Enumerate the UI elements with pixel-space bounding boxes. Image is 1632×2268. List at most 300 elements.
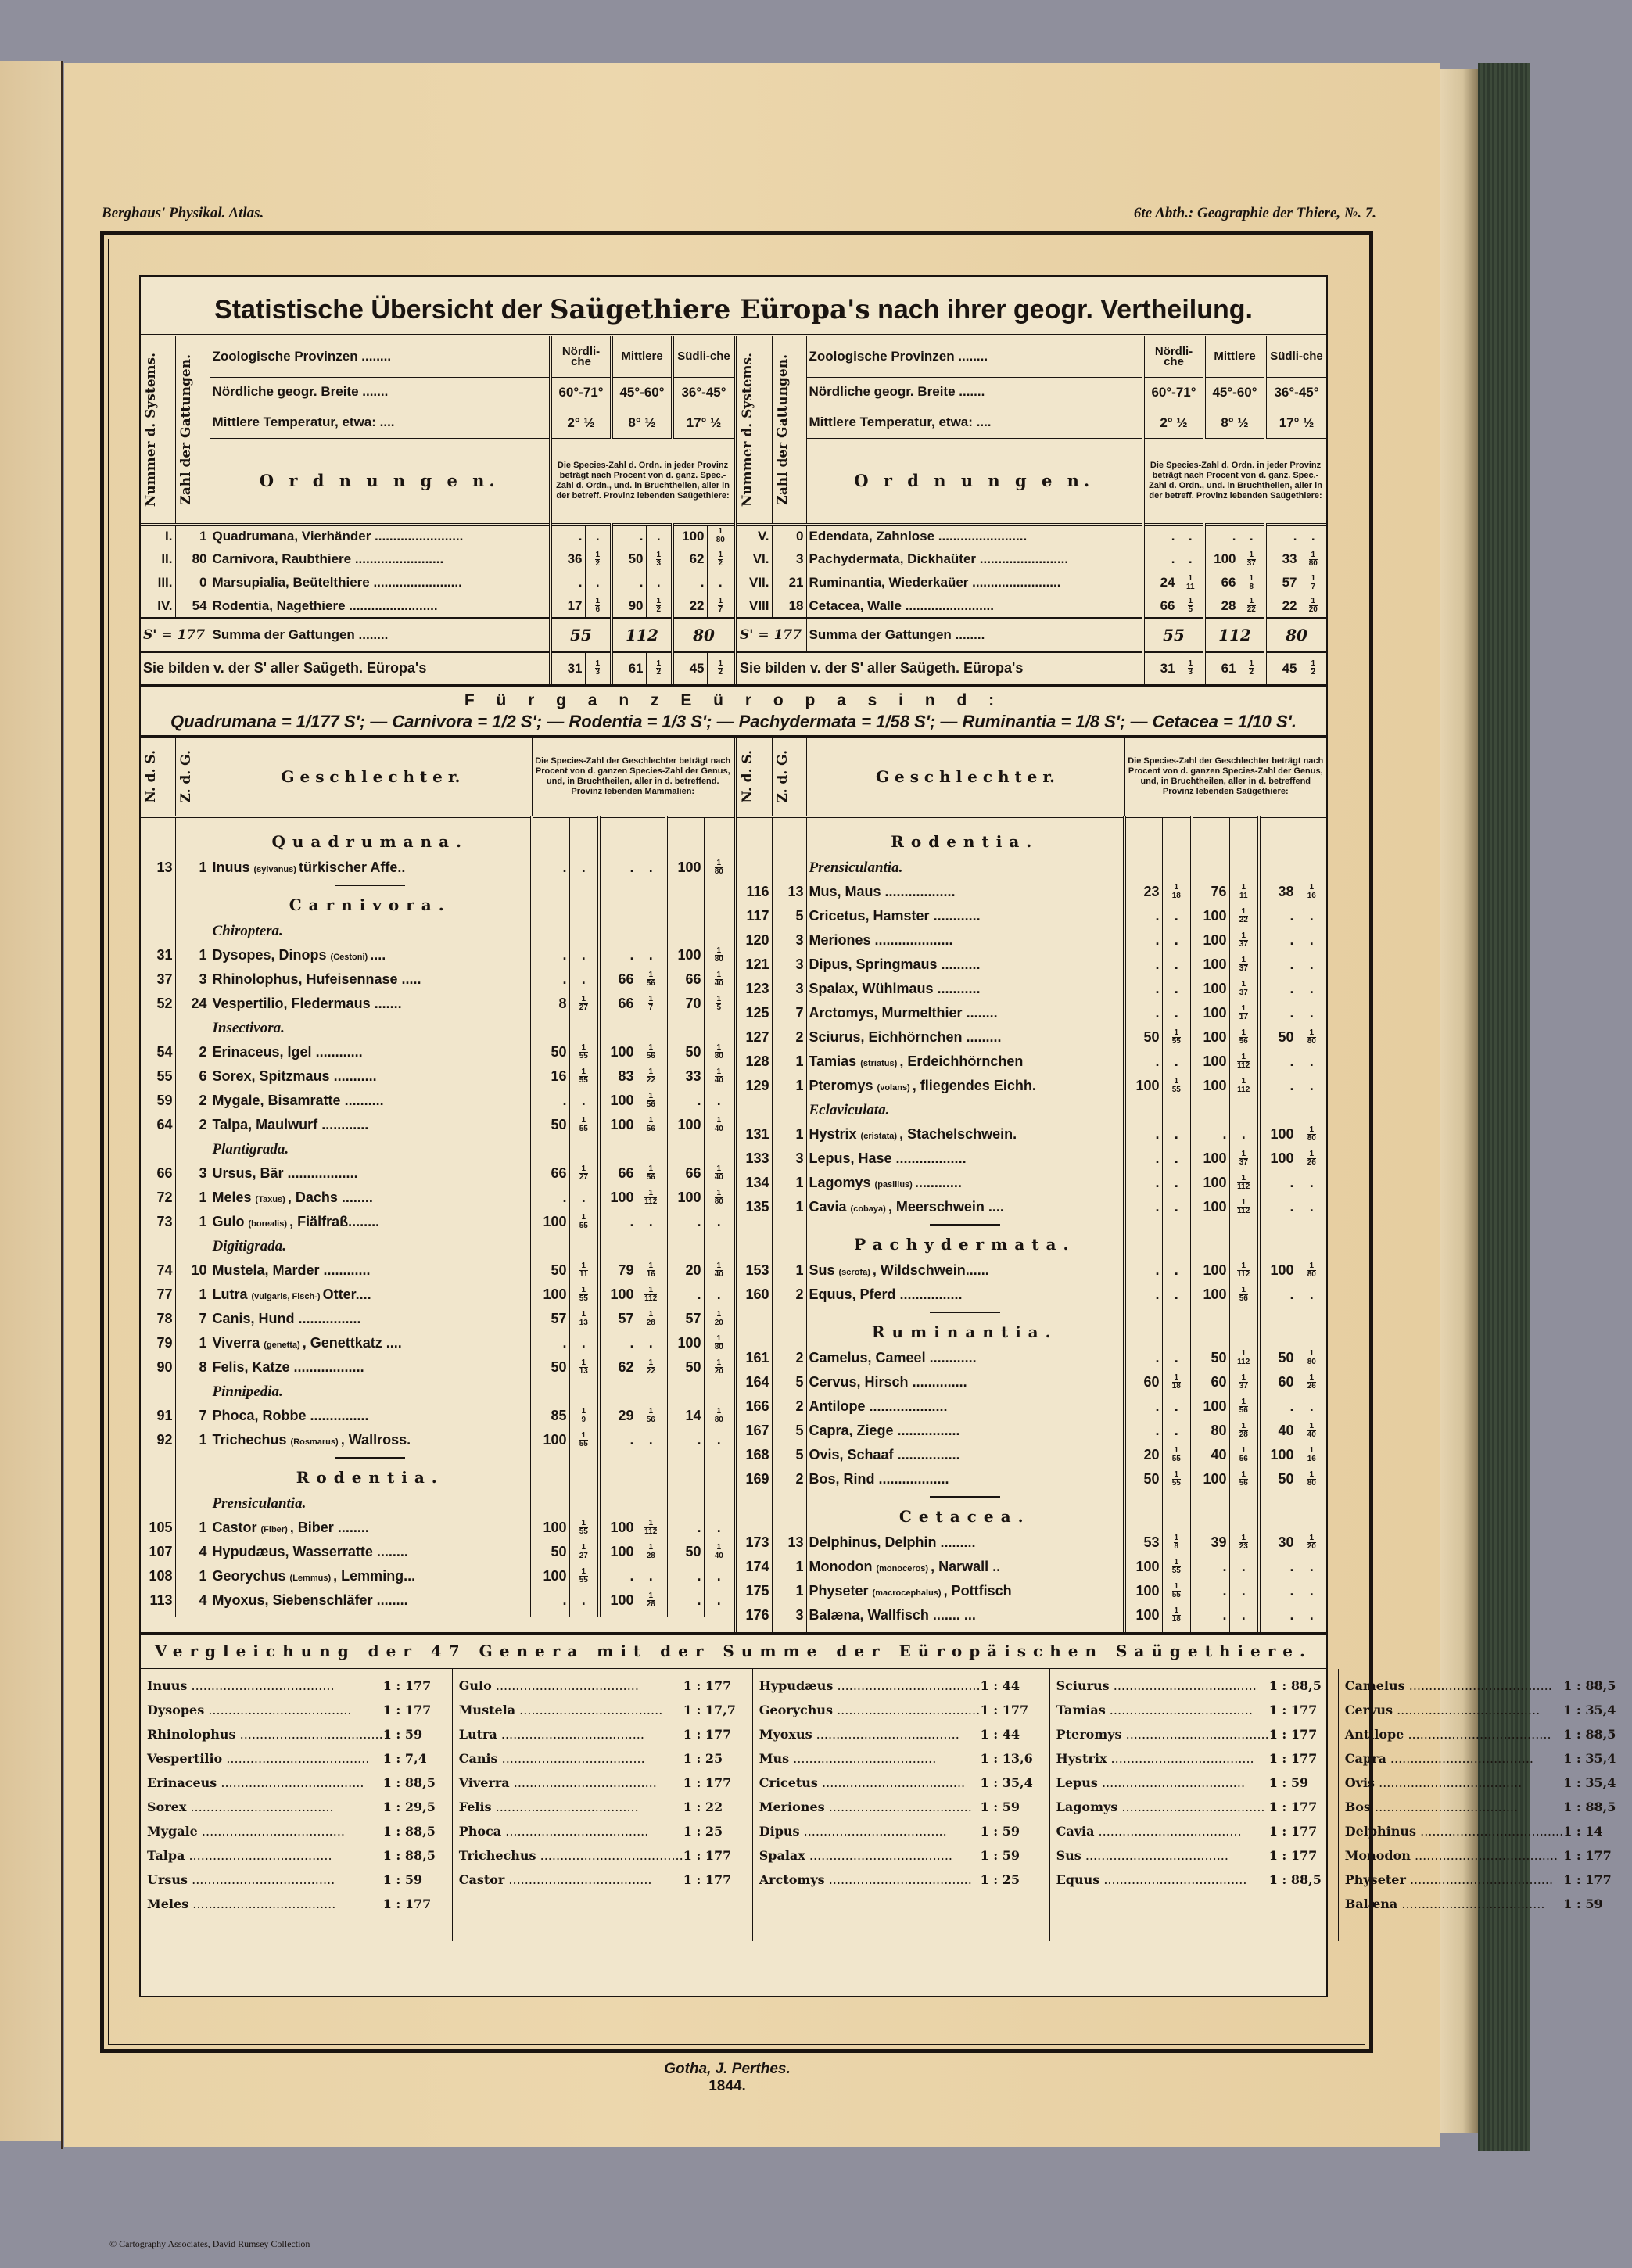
comparison-entry bbox=[147, 1674, 446, 1698]
order-name: Quadrumana, Vierhänder ........................ bbox=[210, 524, 551, 547]
common-name: ................ bbox=[897, 1447, 960, 1462]
comparison-genus: Georychus ..... bbox=[759, 1703, 981, 1717]
order-name: Edendata, Zahnlose ........................ bbox=[806, 524, 1143, 547]
genus-table bbox=[141, 738, 1326, 1632]
genus-name bbox=[210, 1331, 532, 1355]
genus-subtable bbox=[141, 738, 734, 1617]
comparison-ratio: 1 : 59 bbox=[980, 1848, 1020, 1863]
province-header: Nördli-che bbox=[1143, 336, 1204, 377]
genus-row bbox=[737, 1370, 1326, 1394]
empty bbox=[704, 827, 734, 856]
common-name: türkischer Affe.. bbox=[298, 859, 406, 875]
empty bbox=[1229, 856, 1259, 880]
header-row-label: Zoologische Provinzen ........ bbox=[806, 336, 1143, 377]
comparison-column bbox=[452, 1669, 752, 1941]
comparison-genus: Tamias ..... bbox=[1056, 1703, 1269, 1717]
genus-percent: . bbox=[532, 967, 569, 992]
genus-percent: 50 bbox=[1259, 1025, 1297, 1050]
sum-value: 55 bbox=[1143, 618, 1204, 652]
genus-fraction: . bbox=[1297, 953, 1326, 977]
order-percent: 33 bbox=[1265, 547, 1300, 571]
comparison-entry bbox=[459, 1674, 746, 1698]
fraction: $\frac{1}{26}$ bbox=[1307, 1373, 1316, 1391]
genus-note: Die Species-Zahl der Geschlechter beträgt nach Procent von d. ganzen Species-Zahl der Genus, und, in Bruchtheilen, aller in d. betreffend Provinz lebenden Saügethiere: bbox=[1124, 738, 1326, 816]
empty bbox=[1297, 1491, 1326, 1502]
genus-name bbox=[210, 1428, 532, 1452]
genus-percent: 100 bbox=[1192, 1025, 1229, 1050]
genus-fraction bbox=[1297, 1531, 1326, 1555]
genus-name bbox=[806, 1394, 1124, 1419]
order-fraction bbox=[707, 524, 734, 547]
comparison-ratio: 1 : 35,4 bbox=[1563, 1751, 1616, 1766]
empty bbox=[1162, 1098, 1192, 1122]
comparison-genus: Hystrix ..... bbox=[1056, 1751, 1269, 1766]
order-fraction bbox=[1300, 547, 1326, 571]
fraction: $\frac{1}{11}$ bbox=[1185, 573, 1195, 591]
sum-text: Summa der Gattungen ........ bbox=[806, 618, 1143, 652]
genus-percent: . bbox=[666, 1283, 704, 1307]
running-header-left: Berghaus' Physikal. Atlas. bbox=[102, 205, 264, 221]
genus-percent: 100 bbox=[666, 943, 704, 967]
fraction: $\frac{1}{80}$ bbox=[714, 1407, 723, 1425]
genus-latin: Equus, Pferd bbox=[809, 1287, 900, 1302]
genus-row bbox=[141, 1564, 734, 1588]
fraction: $\frac{1}{16}$ bbox=[646, 1261, 655, 1279]
fraction: $\frac{1}{28}$ bbox=[646, 1592, 655, 1609]
genus-latin: Pteromys bbox=[809, 1078, 877, 1093]
genus-row bbox=[141, 1064, 734, 1089]
comparison-ratio: 1 : 22 bbox=[683, 1800, 723, 1814]
genus-fraction bbox=[704, 992, 734, 1016]
genus-name bbox=[806, 977, 1124, 1001]
empty bbox=[141, 1234, 175, 1258]
empty bbox=[637, 1137, 666, 1161]
fraction: $\frac{1}{55}$ bbox=[579, 1213, 588, 1231]
genus-fraction bbox=[637, 1307, 666, 1331]
genus-species-count: 8 bbox=[175, 1355, 210, 1380]
genus-system-number: 120 bbox=[745, 932, 769, 948]
genus-percent: 40 bbox=[1192, 1443, 1229, 1467]
empty bbox=[772, 1502, 806, 1531]
fraction: $\frac{1}{55}$ bbox=[579, 1043, 588, 1061]
genus-fraction bbox=[1229, 1025, 1259, 1050]
spacer bbox=[1124, 1627, 1162, 1632]
genus-percent: 100 bbox=[1192, 1001, 1229, 1025]
order-number: IV. bbox=[157, 598, 173, 613]
order-percent: . bbox=[551, 571, 585, 594]
common-name: ............ bbox=[933, 908, 981, 924]
genus-fraction: . bbox=[704, 1283, 734, 1307]
comparison-genus: Physeter ..... bbox=[1345, 1872, 1564, 1887]
fraction: $\frac{1}{37}$ bbox=[1239, 956, 1248, 974]
order-percent: 22 bbox=[1265, 594, 1300, 618]
genus-percent: 62 bbox=[599, 1355, 637, 1380]
empty bbox=[175, 1137, 210, 1161]
genus-species-count: 2 bbox=[175, 1089, 210, 1113]
genus-species-count: 3 bbox=[175, 967, 210, 992]
genus-row bbox=[737, 1074, 1326, 1098]
genus-fraction: . bbox=[1229, 1579, 1259, 1603]
genus-system-number: 55 bbox=[156, 1068, 173, 1084]
share-fraction bbox=[1300, 652, 1326, 684]
fraction: $\frac{1}{20}$ bbox=[1307, 1534, 1316, 1552]
zdg-header: Z. d. G. bbox=[772, 738, 806, 816]
genus-fraction bbox=[1162, 880, 1192, 904]
comparison-ratio: 1 : 59 bbox=[1563, 1897, 1603, 1911]
genus-percent: . bbox=[1259, 1001, 1297, 1025]
comparison-ratio: 1 : 177 bbox=[1268, 1727, 1318, 1742]
genus-fraction bbox=[1162, 1370, 1192, 1394]
genus-species-count: 6 bbox=[175, 1064, 210, 1089]
genus-fraction: . bbox=[637, 1564, 666, 1588]
fraction: $\frac{1}{37}$ bbox=[1246, 550, 1256, 568]
common-name: .................. bbox=[884, 884, 956, 899]
genus-percent: 66 bbox=[599, 992, 637, 1016]
genus-percent: 53 bbox=[1124, 1531, 1162, 1555]
order-name: Pachydermata, Dickhaüter ........................ bbox=[806, 547, 1143, 571]
comparison-entry bbox=[759, 1819, 1043, 1843]
order-percent: 36 bbox=[551, 547, 585, 571]
genus-fraction: . bbox=[569, 967, 599, 992]
genus-fraction bbox=[1229, 1001, 1259, 1025]
comparison-ratio: 1 : 177 bbox=[382, 1678, 432, 1693]
genus-latin: Tamias bbox=[809, 1053, 861, 1069]
genus-row bbox=[737, 977, 1326, 1001]
genus-latin: Meriones bbox=[809, 932, 875, 948]
empty bbox=[666, 1016, 704, 1040]
empty bbox=[637, 1234, 666, 1258]
empty bbox=[666, 880, 704, 891]
empty bbox=[1192, 1502, 1229, 1531]
empty bbox=[637, 891, 666, 919]
genus-fraction bbox=[569, 1355, 599, 1380]
comparison-entry bbox=[147, 1698, 446, 1722]
genus-fraction bbox=[1297, 1122, 1326, 1147]
genus-percent: . bbox=[666, 1564, 704, 1588]
genus-fraction: . bbox=[1297, 1050, 1326, 1074]
comparison-ratio: 1 : 13,6 bbox=[980, 1751, 1033, 1766]
species-name: (Taxus) bbox=[255, 1195, 288, 1204]
empty bbox=[532, 827, 569, 856]
empty bbox=[637, 1380, 666, 1404]
genus-species-count: 10 bbox=[175, 1258, 210, 1283]
genus-row bbox=[141, 1283, 734, 1307]
comparison-ratio: 1 : 35,4 bbox=[980, 1775, 1033, 1790]
genus-fraction: . bbox=[1297, 928, 1326, 953]
genus-fraction bbox=[704, 1113, 734, 1137]
order-fraction: . bbox=[646, 524, 673, 547]
genus-fraction: . bbox=[569, 1588, 599, 1613]
comparison-ratio: 1 : 59 bbox=[1268, 1775, 1309, 1790]
common-name: ............... bbox=[310, 1408, 369, 1423]
genus-percent: . bbox=[1124, 1258, 1162, 1283]
comparison-entry bbox=[759, 1674, 1043, 1698]
province-header: 17° ½ bbox=[673, 407, 734, 438]
province-header: 60°-71° bbox=[1143, 377, 1204, 407]
genus-row bbox=[141, 1161, 734, 1186]
separator-rule bbox=[930, 1224, 1000, 1226]
genus-fraction bbox=[704, 967, 734, 992]
comparison-genus: Ovis ..... bbox=[1345, 1775, 1564, 1790]
genus-name bbox=[806, 1283, 1124, 1307]
empty bbox=[666, 1380, 704, 1404]
genus-system-number: 164 bbox=[745, 1374, 769, 1390]
species-name: (Fiber) bbox=[260, 1525, 290, 1534]
genus-system-number: 168 bbox=[745, 1447, 769, 1462]
genus-percent: 100 bbox=[1192, 1394, 1229, 1419]
empty bbox=[1229, 1098, 1259, 1122]
fraction: $\frac{1}{3}$ bbox=[656, 550, 662, 568]
common-name: .......... bbox=[941, 956, 981, 972]
genus-percent: 50 bbox=[1259, 1467, 1297, 1491]
genus-species-count: 3 bbox=[772, 977, 806, 1001]
genus-percent: . bbox=[1124, 1171, 1162, 1195]
fraction: $\frac{1}{22}$ bbox=[1246, 597, 1256, 614]
genus-percent: 66 bbox=[666, 967, 704, 992]
genus-fraction bbox=[637, 1161, 666, 1186]
order-percent: 17 bbox=[551, 594, 585, 618]
header-row-label: Nördliche geogr. Breite ....... bbox=[806, 377, 1143, 407]
fraction: $\frac{1}{20}$ bbox=[714, 1310, 723, 1328]
order-group-heading: Rodentia. bbox=[806, 827, 1124, 856]
genus-name bbox=[806, 1195, 1124, 1219]
empty bbox=[637, 880, 666, 891]
spacer bbox=[666, 1613, 704, 1617]
genus-percent: 60 bbox=[1124, 1370, 1162, 1394]
fraction: $\frac{1}{8}$ bbox=[1249, 573, 1254, 591]
spacer bbox=[532, 816, 569, 827]
comparison-ratio: 1 : 177 bbox=[980, 1703, 1029, 1717]
order-fraction bbox=[646, 547, 673, 571]
genus-percent: 100 bbox=[1192, 1050, 1229, 1074]
empty bbox=[666, 919, 704, 943]
genus-percent: . bbox=[1259, 1195, 1297, 1219]
genus-fraction bbox=[1297, 1443, 1326, 1467]
genus-system-number: 129 bbox=[745, 1078, 769, 1093]
genus-name bbox=[806, 1370, 1124, 1394]
fraction: $\frac{1}{18}$ bbox=[1171, 883, 1181, 901]
geschlechter-header: G e s c h l e c h t e r. bbox=[806, 738, 1124, 816]
genus-system-number: 117 bbox=[746, 908, 769, 924]
empty bbox=[1192, 1307, 1229, 1318]
comparison-genus: Lagomys ..... bbox=[1056, 1800, 1269, 1814]
share-percent: 61 bbox=[1204, 652, 1239, 684]
genus-percent: . bbox=[1259, 1283, 1297, 1307]
orders-subtable bbox=[737, 336, 1326, 684]
empty bbox=[704, 1452, 734, 1463]
empty bbox=[1192, 1318, 1229, 1346]
europe-title: F ü r g a n z E ü r o p a s i n d : bbox=[464, 691, 1003, 709]
genus-row bbox=[737, 1531, 1326, 1555]
fraction: $\frac{1}{2}$ bbox=[656, 659, 662, 676]
comparison-genus: Lutra ..... bbox=[459, 1727, 683, 1742]
fraction: $\frac{1}{2}$ bbox=[1311, 659, 1316, 676]
empty bbox=[1124, 1098, 1162, 1122]
empty bbox=[772, 1219, 806, 1230]
empty bbox=[141, 827, 175, 856]
order-percent: . bbox=[673, 571, 707, 594]
comparison-ratio: 1 : 25 bbox=[980, 1872, 1020, 1887]
comparison-grid bbox=[141, 1669, 1616, 1941]
genus-species-count: 4 bbox=[175, 1588, 210, 1613]
empty bbox=[1229, 1502, 1259, 1531]
empty bbox=[772, 1491, 806, 1502]
comparison-genus: Equus ..... bbox=[1056, 1872, 1269, 1887]
empty bbox=[704, 880, 734, 891]
comparison-entry bbox=[147, 1746, 446, 1771]
order-row bbox=[737, 571, 1326, 594]
genus-fraction: . bbox=[1297, 1001, 1326, 1025]
order-row bbox=[737, 547, 1326, 571]
empty bbox=[1259, 1307, 1297, 1318]
comparison-genus: Gulo ..... bbox=[459, 1678, 683, 1693]
empty bbox=[599, 1016, 637, 1040]
genus-percent: . bbox=[532, 943, 569, 967]
empty bbox=[1192, 827, 1229, 856]
genus-fraction bbox=[569, 1428, 599, 1452]
order-percent: 66 bbox=[1204, 571, 1239, 594]
genus-percent: 100 bbox=[599, 1540, 637, 1564]
fraction: $\frac{1}{80}$ bbox=[714, 946, 723, 964]
empty bbox=[175, 891, 210, 919]
fraction: $\frac{1}{37}$ bbox=[1239, 931, 1248, 949]
genus-row bbox=[737, 1122, 1326, 1147]
genus-fraction bbox=[1229, 1419, 1259, 1443]
genus-name bbox=[806, 1001, 1124, 1025]
spacer bbox=[1124, 816, 1162, 827]
share-fraction bbox=[707, 652, 734, 684]
common-name: .................. bbox=[878, 1471, 949, 1487]
empty bbox=[1297, 1307, 1326, 1318]
comparison-entry bbox=[459, 1843, 746, 1868]
fraction: $\frac{1}{112}$ bbox=[1237, 1349, 1250, 1367]
comparison-entry bbox=[759, 1868, 1043, 1892]
empty bbox=[599, 1234, 637, 1258]
genus-row bbox=[141, 1588, 734, 1613]
suborder-heading: Chiroptera. bbox=[210, 919, 532, 943]
spacer bbox=[599, 1613, 637, 1617]
comparison-title: Vergleichung der 47 Genera mit der Summe der Eüropäischen Saügethiere. bbox=[141, 1632, 1326, 1669]
genus-percent: 100 bbox=[1192, 928, 1229, 953]
common-name: ........... bbox=[333, 1068, 377, 1084]
genus-percent: 100 bbox=[666, 856, 704, 880]
genus-species-count: 1 bbox=[175, 943, 210, 967]
genus-fraction bbox=[1229, 1443, 1259, 1467]
genus-percent: 38 bbox=[1259, 880, 1297, 904]
genus-percent: . bbox=[1124, 953, 1162, 977]
genus-latin: Cervus, Hirsch bbox=[809, 1374, 913, 1390]
genus-percent: 100 bbox=[1124, 1555, 1162, 1579]
comparison-ratio: 1 : 35,4 bbox=[1563, 1703, 1616, 1717]
order-fraction bbox=[1239, 571, 1265, 594]
genus-species-count: 7 bbox=[175, 1307, 210, 1331]
genus-fraction bbox=[637, 1258, 666, 1283]
comparison-genus: Sorex ..... bbox=[147, 1800, 383, 1814]
comparison-genus: Pteromys ..... bbox=[1056, 1727, 1269, 1742]
comparison-entry bbox=[1345, 1892, 1627, 1916]
spacer bbox=[175, 1613, 210, 1617]
statistics-sheet bbox=[139, 275, 1616, 1997]
genus-percent: 83 bbox=[599, 1064, 637, 1089]
fraction: $\frac{1}{55}$ bbox=[1171, 1446, 1181, 1464]
genus-latin: Canis, Hund bbox=[212, 1311, 299, 1326]
empty bbox=[666, 827, 704, 856]
empty bbox=[772, 1098, 806, 1122]
empty bbox=[666, 1452, 704, 1463]
genus-latin: Inuus bbox=[212, 859, 254, 875]
order-number: VI. bbox=[752, 551, 769, 566]
fraction: $\frac{1}{8}$ bbox=[1174, 1534, 1179, 1552]
genus-name bbox=[806, 1531, 1124, 1555]
genus-percent: . bbox=[532, 1331, 569, 1355]
genus-latin: Vespertilio, Fledermaus bbox=[212, 996, 375, 1011]
genus-fraction bbox=[569, 1307, 599, 1331]
genus-fraction: . bbox=[569, 1331, 599, 1355]
genus-percent: . bbox=[1259, 953, 1297, 977]
empty bbox=[569, 880, 599, 891]
empty bbox=[666, 891, 704, 919]
suborder-heading: Prensiculantia. bbox=[806, 856, 1124, 880]
genus-system-number: 176 bbox=[745, 1607, 769, 1623]
genus-percent: . bbox=[1124, 928, 1162, 953]
genus-fraction: . bbox=[637, 943, 666, 967]
genus-latin: Arctomys, Murmelthier bbox=[809, 1005, 967, 1021]
fraction: $\frac{1}{13}$ bbox=[579, 1358, 588, 1376]
genus-system-number: 125 bbox=[745, 1005, 769, 1021]
genus-system-number: 66 bbox=[156, 1165, 173, 1181]
genus-species-count: 5 bbox=[772, 904, 806, 928]
genus-name bbox=[210, 1113, 532, 1137]
genus-name bbox=[806, 904, 1124, 928]
order-name: Rodentia, Nagethiere ........................ bbox=[210, 594, 551, 618]
genus-system-number: 169 bbox=[745, 1471, 769, 1487]
common-name: ........ bbox=[966, 1005, 998, 1021]
genus-percent: 100 bbox=[1192, 1258, 1229, 1283]
order-fraction bbox=[646, 594, 673, 618]
spacer bbox=[1162, 816, 1192, 827]
genus-fraction bbox=[637, 1355, 666, 1380]
empty bbox=[1124, 856, 1162, 880]
genus-fraction: . bbox=[1229, 1555, 1259, 1579]
genus-row bbox=[141, 1404, 734, 1428]
genus-row bbox=[141, 1355, 734, 1380]
comparison-ratio: 1 : 44 bbox=[980, 1678, 1020, 1693]
fraction: $\frac{1}{56}$ bbox=[646, 1165, 655, 1182]
genus-percent: 100 bbox=[1259, 1122, 1297, 1147]
genus-fraction: . bbox=[637, 1428, 666, 1452]
order-row bbox=[141, 571, 734, 594]
comparison-entry bbox=[1345, 1795, 1627, 1819]
order-genus-count: 1 bbox=[175, 524, 210, 547]
empty bbox=[175, 1016, 210, 1040]
order-number: I. bbox=[141, 524, 175, 547]
genus-species-count: 1 bbox=[175, 1516, 210, 1540]
empty bbox=[569, 1234, 599, 1258]
comparison-genus: Cavia ..... bbox=[1056, 1824, 1269, 1839]
fraction: $\frac{1}{80}$ bbox=[716, 527, 725, 545]
genus-row bbox=[737, 928, 1326, 953]
comparison-entry bbox=[1056, 1698, 1332, 1722]
province-header: 45°-60° bbox=[612, 377, 673, 407]
order-row bbox=[737, 524, 1326, 547]
order-fraction: . bbox=[1178, 524, 1204, 547]
genus-fraction bbox=[637, 1588, 666, 1613]
empty bbox=[175, 1452, 210, 1463]
genus-percent: 100 bbox=[599, 1283, 637, 1307]
title-post: nach ihrer geogr. Vertheilung. bbox=[877, 295, 1253, 325]
comparison-entry bbox=[147, 1795, 446, 1819]
genus-percent: . bbox=[1124, 1122, 1162, 1147]
